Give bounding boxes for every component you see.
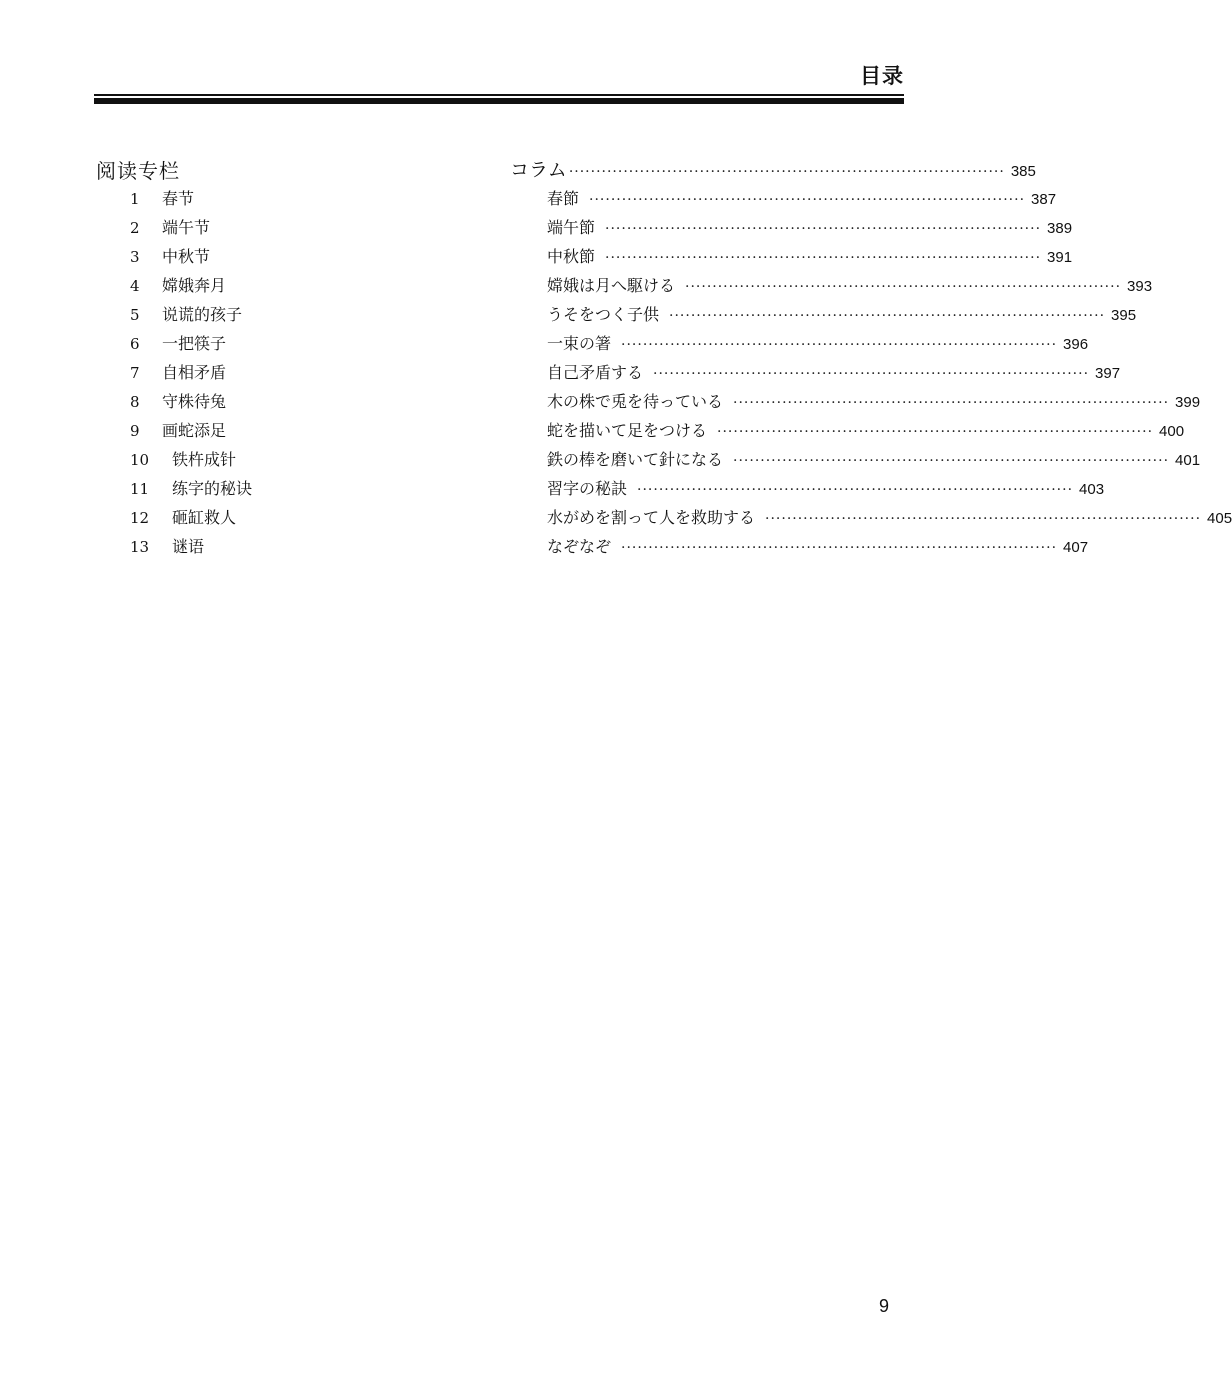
japanese-toc-item[interactable]	[547, 271, 1153, 300]
page-number: 397	[1095, 365, 1121, 382]
item-number: 13	[130, 538, 150, 556]
chinese-toc-item[interactable]	[130, 416, 252, 445]
item-number: 4	[130, 277, 140, 295]
item-number: 8	[130, 393, 140, 411]
header-rule-thick	[94, 98, 904, 104]
item-title: 铁杵成针	[172, 450, 237, 469]
page-number: 389	[1047, 220, 1073, 237]
item-number: 3	[130, 248, 140, 266]
item-number: 1	[130, 190, 140, 208]
item-number: 2	[130, 219, 140, 237]
dot-leader: ················································································	[589, 192, 1026, 208]
japanese-toc-item[interactable]	[547, 474, 1105, 503]
item-title: 画蛇添足	[162, 421, 227, 440]
japanese-section-heading[interactable]	[510, 155, 1036, 184]
page-number: 391	[1047, 249, 1073, 266]
item-number: 11	[130, 480, 150, 498]
item-title: 春節	[547, 189, 580, 208]
item-title: 砸缸救人	[172, 508, 237, 527]
chinese-toc-list	[130, 184, 252, 561]
page-number: 387	[1031, 191, 1057, 208]
chinese-toc-item[interactable]	[130, 474, 252, 503]
item-title: 蛇を描いて足をつける	[547, 421, 708, 440]
japanese-toc-item[interactable]	[547, 445, 1201, 474]
chinese-section-title: 阅读专栏	[96, 159, 180, 183]
item-number: 12	[130, 509, 150, 527]
dot-leader: ················································································	[568, 164, 1005, 180]
chinese-toc-item[interactable]	[130, 213, 252, 242]
dot-leader: ················································································	[621, 540, 1058, 556]
page-number: 405	[1207, 510, 1232, 527]
item-title: 自己矛盾する	[547, 363, 644, 382]
dot-leader: ················································································	[717, 424, 1154, 440]
dot-leader: ················································································	[637, 482, 1074, 498]
japanese-toc-item[interactable]	[547, 503, 1232, 532]
item-title: 练字的秘诀	[172, 479, 253, 498]
japanese-toc-item[interactable]	[547, 184, 1057, 213]
page-number: 395	[1111, 307, 1137, 324]
item-title: 水がめを割って人を救助する	[547, 508, 756, 527]
dot-leader: ················································································	[685, 279, 1122, 295]
item-title: 木の株で兎を待っている	[547, 392, 724, 411]
item-title: 一束の箸	[547, 334, 612, 353]
item-title: 说谎的孩子	[162, 305, 243, 324]
japanese-toc-list	[547, 184, 1232, 561]
chinese-toc-item[interactable]	[130, 445, 252, 474]
japanese-toc-item[interactable]	[547, 213, 1073, 242]
dot-leader: ················································································	[605, 221, 1042, 237]
item-title: 中秋节	[162, 247, 211, 266]
page-number: 399	[1175, 394, 1201, 411]
item-title: 守株待兔	[162, 392, 227, 411]
item-title: 一把筷子	[162, 334, 227, 353]
japanese-toc-item[interactable]	[547, 416, 1185, 445]
item-title: 端午节	[162, 218, 211, 237]
chinese-toc-item[interactable]	[130, 184, 252, 213]
item-title: 端午節	[547, 218, 596, 237]
page-number: 407	[1063, 539, 1089, 556]
dot-leader: ················································································	[605, 250, 1042, 266]
running-head: 目录	[860, 64, 904, 88]
item-title: 谜语	[172, 537, 205, 556]
japanese-toc-item[interactable]	[547, 329, 1089, 358]
dot-leader: ················································································	[653, 366, 1090, 382]
dot-leader: ················································································	[669, 308, 1106, 324]
page-folio: 9	[878, 1296, 889, 1316]
chinese-toc-item[interactable]	[130, 532, 252, 561]
chinese-toc-item[interactable]	[130, 387, 252, 416]
page-number: 396	[1063, 336, 1089, 353]
item-title: うそをつく子供	[547, 305, 660, 324]
page-number: 401	[1175, 452, 1201, 469]
japanese-toc-item[interactable]	[547, 387, 1201, 416]
dot-leader: ················································································	[765, 511, 1202, 527]
dot-leader: ················································································	[733, 395, 1170, 411]
japanese-toc-item[interactable]	[547, 358, 1121, 387]
japanese-toc-item[interactable]	[547, 242, 1073, 271]
page-number: 400	[1159, 423, 1185, 440]
dot-leader: ················································································	[621, 337, 1058, 353]
header-rule-thin	[94, 94, 904, 96]
chinese-toc-item[interactable]	[130, 242, 252, 271]
japanese-toc-item[interactable]	[547, 532, 1089, 561]
dot-leader: ················································································	[733, 453, 1170, 469]
page-number: 393	[1127, 278, 1153, 295]
chinese-toc-item[interactable]	[130, 271, 252, 300]
item-number: 7	[130, 364, 140, 382]
item-title: 鉄の棒を磨いて針になる	[547, 450, 724, 469]
japanese-toc-item[interactable]	[547, 300, 1137, 329]
item-title: 嫦娥は月へ駆ける	[547, 276, 676, 295]
item-title: 嫦娥奔月	[162, 276, 227, 295]
item-title: 中秋節	[547, 247, 596, 266]
item-title: 春节	[162, 189, 195, 208]
item-number: 9	[130, 422, 140, 440]
chinese-toc-item[interactable]	[130, 329, 252, 358]
item-title: 自相矛盾	[162, 363, 227, 382]
chinese-toc-item[interactable]	[130, 300, 252, 329]
item-number: 10	[130, 451, 150, 469]
japanese-section-title: コラム	[510, 159, 567, 181]
page-number: 385	[1010, 163, 1036, 180]
chinese-toc-item[interactable]	[130, 358, 252, 387]
page-number: 403	[1079, 481, 1105, 498]
item-title: なぞなぞ	[547, 537, 612, 556]
item-number: 5	[130, 306, 140, 324]
item-number: 6	[130, 335, 140, 353]
item-title: 習字の秘訣	[547, 479, 628, 498]
chinese-toc-item[interactable]	[130, 503, 252, 532]
